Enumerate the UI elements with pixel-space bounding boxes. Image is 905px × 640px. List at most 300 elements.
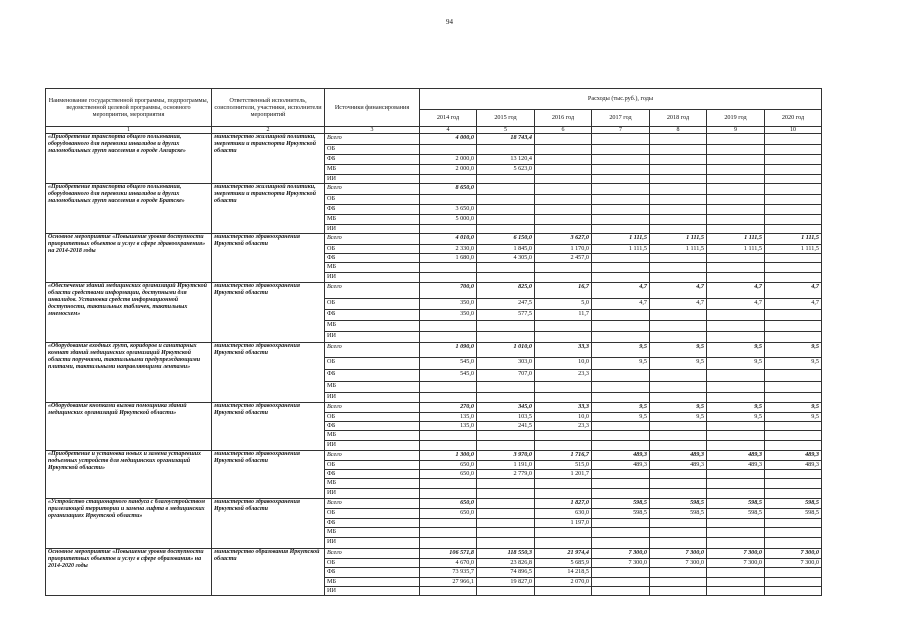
amount-cell: 598,5 <box>765 499 822 509</box>
funding-source: ИИ <box>325 273 420 283</box>
amount-cell: 598,5 <box>650 499 707 509</box>
amount-cell: 2 000,0 <box>420 165 477 175</box>
amount-cell <box>765 263 822 273</box>
funding-source: ФБ <box>325 254 420 263</box>
funding-source: МБ <box>325 165 420 175</box>
amount-cell <box>477 393 535 403</box>
amount-cell: 4 000,0 <box>420 134 477 145</box>
amount-cell: 4,7 <box>707 299 765 310</box>
amount-cell <box>592 145 650 155</box>
amount-cell: 74 896,5 <box>477 568 535 578</box>
amount-cell <box>477 479 535 489</box>
amount-cell <box>477 519 535 528</box>
amount-cell: 9,5 <box>765 343 822 358</box>
amount-cell: 9,5 <box>765 413 822 422</box>
amount-cell <box>592 441 650 451</box>
amount-cell <box>765 519 822 528</box>
program-name: Основное мероприятие «Повышение уровня доступности приоритетных объектов и услуг в сфере образования» на 2014-2020 годы <box>46 549 212 596</box>
program-name: «Оборудование кнопками вызова помощника зданий медицинских организаций Иркутской области» <box>46 403 212 451</box>
amount-cell <box>420 225 477 234</box>
amount-cell <box>707 422 765 431</box>
amount-cell <box>420 519 477 528</box>
amount-cell <box>477 509 535 519</box>
amount-cell <box>420 441 477 451</box>
amount-cell: 1 090,0 <box>420 343 477 358</box>
amount-cell: 545,0 <box>420 370 477 382</box>
amount-cell <box>650 587 707 596</box>
amount-cell: 1 191,0 <box>477 461 535 470</box>
amount-cell <box>592 489 650 499</box>
amount-cell <box>420 479 477 489</box>
amount-cell <box>650 431 707 441</box>
amount-cell: 8 650,0 <box>420 184 477 195</box>
funding-source: ИИ <box>325 538 420 549</box>
amount-cell: 1 716,7 <box>535 451 592 461</box>
amount-cell <box>420 273 477 283</box>
amount-cell <box>477 205 535 215</box>
amount-cell: 9,5 <box>650 413 707 422</box>
amount-cell <box>707 393 765 403</box>
amount-cell: 4,7 <box>765 299 822 310</box>
amount-cell: 135,0 <box>420 422 477 431</box>
executor-name: министерство жилищной политики, энергетики и транспорта Иркутской области <box>212 134 325 184</box>
amount-cell <box>420 431 477 441</box>
amount-cell <box>592 134 650 145</box>
amount-cell: 21 974,4 <box>535 549 592 559</box>
amount-cell <box>765 441 822 451</box>
amount-cell <box>477 215 535 225</box>
funding-source: Всего <box>325 283 420 299</box>
funding-source: ФБ <box>325 519 420 528</box>
amount-cell <box>707 273 765 283</box>
amount-cell <box>707 489 765 499</box>
funding-source: ФБ <box>325 310 420 321</box>
amount-cell: 1 197,0 <box>535 519 592 528</box>
amount-cell: 1 111,5 <box>650 245 707 254</box>
amount-cell: 118 550,3 <box>477 549 535 559</box>
amount-cell <box>765 134 822 145</box>
amount-cell <box>420 538 477 549</box>
amount-cell <box>765 254 822 263</box>
amount-cell <box>650 422 707 431</box>
table-row <box>46 184 822 195</box>
amount-cell <box>650 184 707 195</box>
executor-name: министерство здравоохранения Иркутской области <box>212 343 325 403</box>
amount-cell <box>477 441 535 451</box>
column-number: 10 <box>765 127 822 134</box>
amount-cell: 598,5 <box>650 509 707 519</box>
amount-cell: 1 300,0 <box>420 451 477 461</box>
amount-cell <box>707 225 765 234</box>
funding-source: Всего <box>325 499 420 509</box>
amount-cell: 1 827,0 <box>535 499 592 509</box>
amount-cell <box>765 393 822 403</box>
amount-cell <box>535 431 592 441</box>
amount-cell <box>420 175 477 184</box>
amount-cell <box>765 578 822 587</box>
header-year: 2018 год <box>650 110 707 127</box>
amount-cell <box>650 254 707 263</box>
amount-cell <box>765 184 822 195</box>
amount-cell: 33,3 <box>535 343 592 358</box>
amount-cell <box>535 332 592 343</box>
amount-cell: 27 966,1 <box>420 578 477 587</box>
program-name: «Приобретение и установка новых и замена устаревших подъемных устройств для медицинских организаций Иркутской области» <box>46 451 212 499</box>
funding-source: ОБ <box>325 413 420 422</box>
amount-cell: 1 111,5 <box>592 245 650 254</box>
amount-cell <box>592 578 650 587</box>
amount-cell: 7 300,0 <box>650 549 707 559</box>
amount-cell <box>592 519 650 528</box>
amount-cell <box>707 470 765 479</box>
amount-cell <box>650 568 707 578</box>
amount-cell: 9,5 <box>707 343 765 358</box>
amount-cell: 4,7 <box>650 299 707 310</box>
amount-cell <box>765 273 822 283</box>
amount-cell: 3 650,0 <box>420 205 477 215</box>
amount-cell <box>477 145 535 155</box>
amount-cell <box>707 519 765 528</box>
header-year: 2015 год <box>477 110 535 127</box>
amount-cell: 73 935,7 <box>420 568 477 578</box>
amount-cell <box>477 321 535 332</box>
amount-cell <box>707 479 765 489</box>
funding-source: Всего <box>325 184 420 195</box>
amount-cell <box>535 441 592 451</box>
executor-name: министерство образования Иркутской области <box>212 549 325 596</box>
column-number: 6 <box>535 127 592 134</box>
amount-cell <box>765 195 822 205</box>
amount-cell <box>707 578 765 587</box>
amount-cell <box>592 370 650 382</box>
amount-cell: 13 120,4 <box>477 155 535 165</box>
amount-cell <box>765 145 822 155</box>
amount-cell <box>592 195 650 205</box>
amount-cell: 2 000,0 <box>420 155 477 165</box>
amount-cell: 4 305,0 <box>477 254 535 263</box>
amount-cell <box>650 273 707 283</box>
amount-cell <box>592 321 650 332</box>
funding-source: ОБ <box>325 358 420 370</box>
amount-cell: 135,0 <box>420 413 477 422</box>
amount-cell <box>592 568 650 578</box>
amount-cell: 9,5 <box>592 403 650 413</box>
amount-cell <box>765 422 822 431</box>
amount-cell <box>420 393 477 403</box>
amount-cell <box>707 165 765 175</box>
amount-cell <box>765 587 822 596</box>
amount-cell: 9,5 <box>650 358 707 370</box>
funding-source: МБ <box>325 382 420 393</box>
amount-cell <box>765 479 822 489</box>
amount-cell <box>592 422 650 431</box>
amount-cell <box>707 145 765 155</box>
funding-source: Всего <box>325 134 420 145</box>
program-name: «Устройство стационарного пандуса с благоустройством прилегающей территории и замена лифта в медицинских организациях Иркутской области» <box>46 499 212 549</box>
funding-source: Всего <box>325 403 420 413</box>
amount-cell: 18 743,4 <box>477 134 535 145</box>
amount-cell <box>707 184 765 195</box>
amount-cell <box>477 431 535 441</box>
header-year: 2019 год <box>707 110 765 127</box>
amount-cell: 241,5 <box>477 422 535 431</box>
amount-cell <box>535 205 592 215</box>
amount-cell: 489,3 <box>592 461 650 470</box>
funding-source: Всего <box>325 451 420 461</box>
amount-cell <box>535 145 592 155</box>
amount-cell <box>535 175 592 184</box>
amount-cell: 630,0 <box>535 509 592 519</box>
funding-source: ИИ <box>325 393 420 403</box>
amount-cell: 650,0 <box>420 509 477 519</box>
funding-source: ФБ <box>325 470 420 479</box>
header-year: 2014 год <box>420 110 477 127</box>
amount-cell <box>592 538 650 549</box>
amount-cell: 9,5 <box>765 358 822 370</box>
amount-cell <box>592 205 650 215</box>
amount-cell <box>592 273 650 283</box>
column-number: 1 <box>46 127 212 134</box>
amount-cell: 2 330,0 <box>420 245 477 254</box>
amount-cell: 598,5 <box>707 499 765 509</box>
amount-cell <box>765 155 822 165</box>
amount-cell <box>420 587 477 596</box>
amount-cell <box>707 254 765 263</box>
funding-source: ОБ <box>325 509 420 519</box>
funding-source: ОБ <box>325 299 420 310</box>
amount-cell: 16,7 <box>535 283 592 299</box>
amount-cell <box>592 165 650 175</box>
amount-cell <box>592 225 650 234</box>
amount-cell <box>477 225 535 234</box>
executor-name: министерство жилищной политики, энергетики и транспорта Иркутской области <box>212 184 325 234</box>
amount-cell <box>650 155 707 165</box>
amount-cell: 4,7 <box>765 283 822 299</box>
amount-cell: 3 970,0 <box>477 451 535 461</box>
amount-cell: 598,5 <box>592 499 650 509</box>
funding-source: ФБ <box>325 155 420 165</box>
amount-cell <box>535 263 592 273</box>
amount-cell <box>765 489 822 499</box>
column-number: 2 <box>212 127 325 134</box>
funding-source: МБ <box>325 321 420 332</box>
amount-cell: 247,5 <box>477 299 535 310</box>
amount-cell: 4,7 <box>592 299 650 310</box>
amount-cell <box>535 321 592 332</box>
amount-cell <box>650 489 707 499</box>
funding-source: ОБ <box>325 195 420 205</box>
amount-cell <box>650 382 707 393</box>
amount-cell <box>420 528 477 538</box>
executor-name: министерство здравоохранения Иркутской области <box>212 234 325 283</box>
amount-cell: 7 300,0 <box>592 559 650 568</box>
funding-source: МБ <box>325 431 420 441</box>
amount-cell: 7 300,0 <box>765 549 822 559</box>
amount-cell <box>707 528 765 538</box>
amount-cell <box>650 479 707 489</box>
funding-source: МБ <box>325 528 420 538</box>
amount-cell <box>707 587 765 596</box>
funding-source: ИИ <box>325 441 420 451</box>
amount-cell <box>650 263 707 273</box>
amount-cell <box>477 184 535 195</box>
amount-cell: 1 111,5 <box>765 245 822 254</box>
amount-cell <box>420 263 477 273</box>
executor-name: министерство здравоохранения Иркутской области <box>212 403 325 451</box>
column-number: 3 <box>325 127 420 134</box>
header-year: 2017 год <box>592 110 650 127</box>
amount-cell <box>650 134 707 145</box>
amount-cell: 7 300,0 <box>650 559 707 568</box>
table-body <box>46 134 822 596</box>
header-executor: Ответственный исполнитель, соисполнители, участники, исполнители мероприятий <box>212 89 325 127</box>
header-year: 2016 год <box>535 110 592 127</box>
amount-cell: 489,3 <box>650 461 707 470</box>
amount-cell <box>765 215 822 225</box>
amount-cell <box>707 370 765 382</box>
amount-cell <box>535 215 592 225</box>
amount-cell: 825,0 <box>477 283 535 299</box>
amount-cell: 489,3 <box>765 461 822 470</box>
amount-cell <box>477 382 535 393</box>
amount-cell: 4 010,0 <box>420 234 477 245</box>
funding-source: Всего <box>325 343 420 358</box>
amount-cell <box>765 310 822 321</box>
amount-cell: 7 300,0 <box>707 559 765 568</box>
amount-cell: 598,5 <box>707 509 765 519</box>
amount-cell: 270,0 <box>420 403 477 413</box>
amount-cell <box>707 263 765 273</box>
funding-source: ИИ <box>325 175 420 184</box>
table-row <box>46 134 822 145</box>
amount-cell <box>765 431 822 441</box>
amount-cell: 1 111,5 <box>650 234 707 245</box>
amount-cell <box>707 321 765 332</box>
amount-cell <box>765 165 822 175</box>
funding-source: МБ <box>325 263 420 273</box>
amount-cell <box>765 225 822 234</box>
header-year: 2020 год <box>765 110 822 127</box>
amount-cell: 1 111,5 <box>765 234 822 245</box>
amount-cell <box>707 382 765 393</box>
column-number: 8 <box>650 127 707 134</box>
amount-cell: 7 300,0 <box>765 559 822 568</box>
amount-cell <box>650 225 707 234</box>
amount-cell <box>650 538 707 549</box>
amount-cell: 7 300,0 <box>707 549 765 559</box>
amount-cell <box>592 382 650 393</box>
amount-cell: 350,0 <box>420 310 477 321</box>
header-source: Источники финансирования <box>325 89 420 127</box>
amount-cell <box>707 431 765 441</box>
program-name: «Приобретение транспорта общего пользования, оборудованного для перевозки инвалидов и других маломобильных групп населения в городе Ангарске» <box>46 134 212 184</box>
amount-cell <box>650 332 707 343</box>
amount-cell <box>707 310 765 321</box>
amount-cell <box>535 225 592 234</box>
amount-cell: 303,0 <box>477 358 535 370</box>
amount-cell <box>477 175 535 184</box>
amount-cell <box>707 215 765 225</box>
amount-cell: 700,0 <box>420 283 477 299</box>
amount-cell <box>420 145 477 155</box>
program-name: «Обеспечение зданий медицинских организаций Иркутской области средствами информации, доступными для инвалидов. Установка средств информационной доступности, тактильных табличек, тактильных мнемосхем» <box>46 283 212 343</box>
amount-cell: 10,0 <box>535 358 592 370</box>
executor-name: министерство здравоохранения Иркутской области <box>212 499 325 549</box>
page-number: 94 <box>446 18 453 26</box>
amount-cell <box>592 215 650 225</box>
amount-cell: 1 111,5 <box>707 245 765 254</box>
amount-cell <box>765 205 822 215</box>
amount-cell <box>477 263 535 273</box>
column-number: 9 <box>707 127 765 134</box>
amount-cell <box>707 175 765 184</box>
amount-cell: 489,3 <box>707 461 765 470</box>
amount-cell: 11,7 <box>535 310 592 321</box>
table-row <box>46 451 822 461</box>
amount-cell: 350,0 <box>420 299 477 310</box>
amount-cell <box>707 538 765 549</box>
amount-cell <box>650 441 707 451</box>
amount-cell <box>707 134 765 145</box>
header-program: Наименование государственной программы, подпрограммы, ведомственной целевой программы, основного мероприятия, мероприятия <box>46 89 212 127</box>
amount-cell <box>650 470 707 479</box>
amount-cell <box>650 528 707 538</box>
amount-cell <box>765 538 822 549</box>
amount-cell <box>535 538 592 549</box>
amount-cell: 9,5 <box>707 413 765 422</box>
amount-cell: 9,5 <box>592 358 650 370</box>
amount-cell <box>420 382 477 393</box>
funding-source: Всего <box>325 549 420 559</box>
funding-source: ФБ <box>325 422 420 431</box>
amount-cell: 489,3 <box>765 451 822 461</box>
amount-cell <box>535 184 592 195</box>
funding-source: ОБ <box>325 559 420 568</box>
amount-cell <box>650 215 707 225</box>
amount-cell <box>535 393 592 403</box>
amount-cell: 4,7 <box>707 283 765 299</box>
amount-cell <box>535 165 592 175</box>
amount-cell <box>477 332 535 343</box>
executor-name: министерство здравоохранения Иркутской области <box>212 451 325 499</box>
amount-cell <box>765 332 822 343</box>
amount-cell <box>592 587 650 596</box>
amount-cell <box>477 273 535 283</box>
funding-source: ОБ <box>325 145 420 155</box>
amount-cell <box>592 332 650 343</box>
funding-source: Всего <box>325 234 420 245</box>
funding-source: ИИ <box>325 587 420 596</box>
funding-source: ОБ <box>325 461 420 470</box>
amount-cell <box>707 332 765 343</box>
amount-cell: 515,0 <box>535 461 592 470</box>
executor-name: министерство здравоохранения Иркутской области <box>212 283 325 343</box>
amount-cell: 9,5 <box>650 343 707 358</box>
amount-cell: 9,5 <box>707 403 765 413</box>
amount-cell <box>535 382 592 393</box>
amount-cell <box>765 528 822 538</box>
amount-cell <box>535 479 592 489</box>
amount-cell: 1 680,0 <box>420 254 477 263</box>
amount-cell <box>420 332 477 343</box>
table-row <box>46 343 822 358</box>
amount-cell <box>535 528 592 538</box>
amount-cell <box>592 175 650 184</box>
amount-cell <box>650 165 707 175</box>
amount-cell: 9,5 <box>592 343 650 358</box>
amount-cell <box>535 587 592 596</box>
amount-cell <box>477 587 535 596</box>
